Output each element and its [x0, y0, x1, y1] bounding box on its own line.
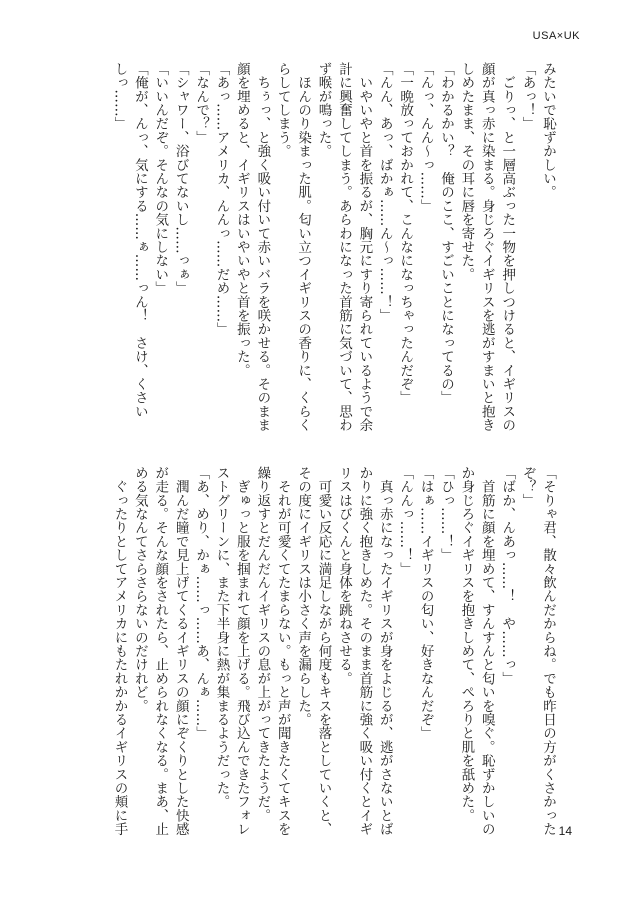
text-line: 計に興奮してしまう。あらわになった首筋に気づいて、思わ: [335, 62, 352, 432]
text-line: ぎゅっと服を掴まれて顔を上げる。飛び込んできたフォレ: [233, 466, 250, 836]
text-line: その度にイギリスは小さく声を漏らした。: [295, 466, 312, 727]
text-line: しめたまま、その耳に唇を寄せた。: [458, 62, 475, 282]
text-line: ほんのり染まった肌。匂い立つイギリスの香りに、くらく: [295, 62, 312, 432]
text-line: 「あっ……アメリカ、んんっ……だめ……」: [213, 62, 230, 336]
text-line: いやいやと首を振るが、胸元にすり寄られているようで余: [356, 62, 373, 432]
text-line: それが可愛くてたまらない。もっと声が聞きたくてキスを: [274, 466, 291, 836]
lower-text-block: [98, 466, 558, 848]
text-line: 真っ赤になったイギリスが身をよじるが、逃がさないとば: [376, 466, 393, 836]
text-line: 「ばか、んあっ……！ や……っ」: [499, 466, 516, 686]
text-line: める気なんてさらさらないのだけれど。: [131, 466, 148, 713]
text-line: ストグリーンに、また下半身に熱が集まるようだった。: [213, 466, 230, 809]
upper-text-block: [98, 62, 558, 452]
text-line: 「そりゃ君、散々飲んだからね。でも昨日の方がくさかった: [540, 466, 556, 836]
text-line: ぐったりとしてアメリカにもたれかかるイギリスの頬に手: [111, 466, 128, 836]
text-line: 「あっ！」: [519, 62, 536, 131]
running-header: USA×UK: [532, 30, 580, 42]
text-line: かりに強く抱きしめた。そのまま首筋に強く吸い付くとイギ: [356, 466, 373, 836]
text-line: 「はぁ……イギリスの匂い、好きなんだぞ」: [417, 466, 434, 740]
text-line: が走る。そんな顔をされたら、止められなくなる。まあ、止: [152, 466, 169, 836]
text-line: 繰り返すとだんだんイギリスの息が上がってきたようだ。: [254, 466, 271, 823]
text-line: 「んんっ……！」: [397, 466, 414, 576]
text-line: 顔が真っ赤に染まる。身じろぐイギリスを逃がすまいと抱き: [478, 62, 495, 432]
page-number: 14: [558, 824, 572, 838]
text-line: 「ひっ……！」: [437, 466, 454, 562]
text-line: ぞ？」: [519, 466, 536, 508]
text-line: 潤んだ瞳で見上げてくるイギリスの顔にぞくりとした快感: [172, 466, 189, 836]
text-line: 「シャワー、浴びてないし……っぁ」: [172, 62, 189, 295]
text-line: リスはびくんと身体を跳ねさせる。: [335, 466, 352, 686]
text-line: ちぅっ、と強く吸い付いて赤いバラを咲かせる。そのまま: [254, 62, 271, 432]
text-line: 「いいんだぞ。そんなの気にしない」: [152, 62, 169, 295]
text-line: 「んっ、んん〜っ……」: [417, 62, 434, 213]
text-line: 「んん、あっ、ばかぁ……ん〜っ……！」: [376, 62, 393, 323]
text-line: 「一晩放っておかれて、こんなになっちゃったんだぞ」: [397, 62, 414, 405]
text-line: か身じろぐイギリスを抱きしめて、ぺろりと肌を舐めた。: [458, 466, 475, 823]
text-line: ず喉が鳴った。: [315, 62, 332, 158]
text-line: らしてしまう。: [274, 62, 291, 158]
text-line: 可愛い反応に満足しながら何度もキスを落としていくと、: [315, 466, 332, 836]
text-line: 顔を埋めると、イギリスはいやいやと首を振った。: [233, 62, 250, 378]
text-line: ごりっ、と一層高ぶった一物を押しつけると、イギリスの: [499, 62, 516, 432]
text-line: 「わかるかい？ 俺のここ、すごいことになってるの」: [437, 62, 454, 405]
text-line: みたいで恥ずかしい。: [540, 62, 556, 199]
text-line: 「なんで？」: [193, 62, 210, 145]
text-line: しっ……」: [111, 62, 128, 131]
text-line: 「俺が、んっ、気にする……ぁ……っん！ さけ、くさい: [131, 62, 148, 419]
text-line: 「あ、めり、かぁ……っ……あ、んぁ……」: [193, 466, 210, 740]
text-line: 首筋に顔を埋めて、すんすんと匂いを嗅ぐ。恥ずかしいの: [478, 466, 495, 836]
